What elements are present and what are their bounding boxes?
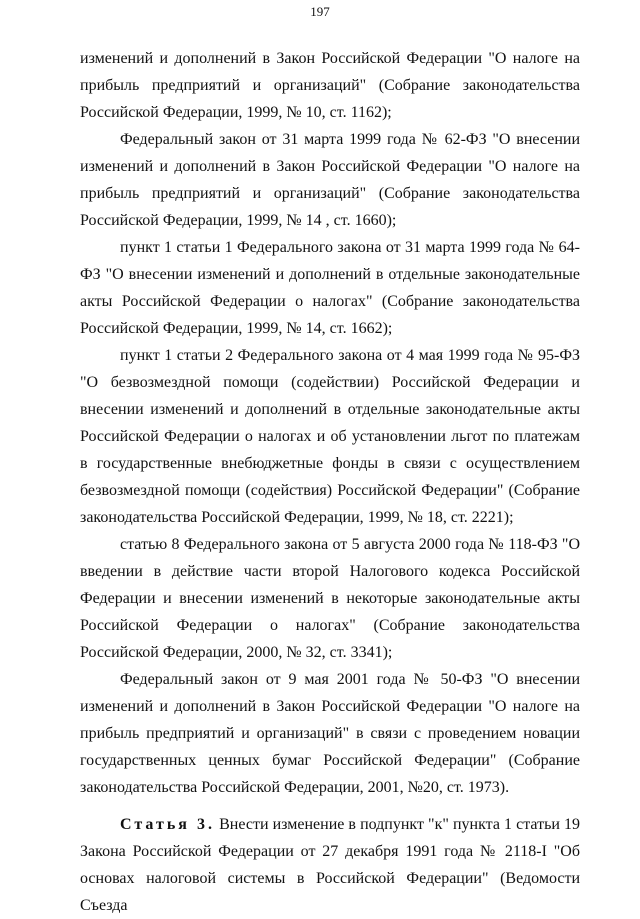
article-heading: Статья 3. <box>120 816 216 833</box>
article-text: Внести изменение в подпункт "к" пункта 1 статьи 19 Закона Российской Федерации от 27 декабря 1991 года № 2118-I "Об основах налоговой системы в Российской Федерации" (Ведомости Съезда <box>80 816 581 914</box>
paragraph-federal-law-50: Федеральный закон от 9 мая 2001 года № 50-ФЗ "О внесении изменений и дополнений в Закон Российской Федерации "О налоге на прибыль предприятий и организаций" в связи с проведением новации государственных ценных бумаг Российской Федерации" (Собрание законодательства Российской Федерации, 2001, №20, ст. 1973). <box>80 671 580 796</box>
paragraph-federal-law-95: пункт 1 статьи 2 Федерального закона от 4 мая 1999 года № 95-ФЗ "О безвозмездной помощи (содействии) Российской Федерации и внесении изменений и дополнений в отдельные законодательные акты Российской Федерации о налогах и об установлении льгот по платежам в государственные внебюджетные фонды в связи с осуществлением безвозмездной помощи (содействия) Российской Федерации" (Собрание законодательства Российской Федерации, 1999, № 18, ст. 2221); <box>80 347 580 526</box>
document-body <box>80 45 580 919</box>
paragraph-federal-law-64: пункт 1 статьи 1 Федерального закона от 31 марта 1999 года № 64-ФЗ "О внесении изменений и дополнений в отдельные законодательные акты Российской Федерации о налогах" (Собрание законодательства Российской Федерации, 1999, № 14, ст. 1662); <box>80 239 580 337</box>
paragraph-federal-law-118: статью 8 Федерального закона от 5 августа 2000 года № 118-ФЗ "О введении в действие части второй Налогового кодекса Российской Федерации и внесении изменений в некоторые законодательные акты Российской Федерации о налогах" (Собрание законодательства Российской Федерации, 2000, № 32, ст. 3341); <box>80 536 580 661</box>
paragraph-federal-law-62: Федеральный закон от 31 марта 1999 года № 62-ФЗ "О внесении изменений и дополнений в Закон Российской Федерации "О налоге на прибыль предприятий и организаций" (Собрание законодательства Российской Федерации, 1999, № 14 , ст. 1660); <box>80 131 580 229</box>
page-number: 197 <box>310 4 330 19</box>
paragraph-continuation: изменений и дополнений в Закон Российской Федерации "О налоге на прибыль предприятий и организаций" (Собрание законодательства Российской Федерации, 1999, № 10, ст. 1162); <box>80 50 580 121</box>
article-3-paragraph <box>80 811 580 919</box>
